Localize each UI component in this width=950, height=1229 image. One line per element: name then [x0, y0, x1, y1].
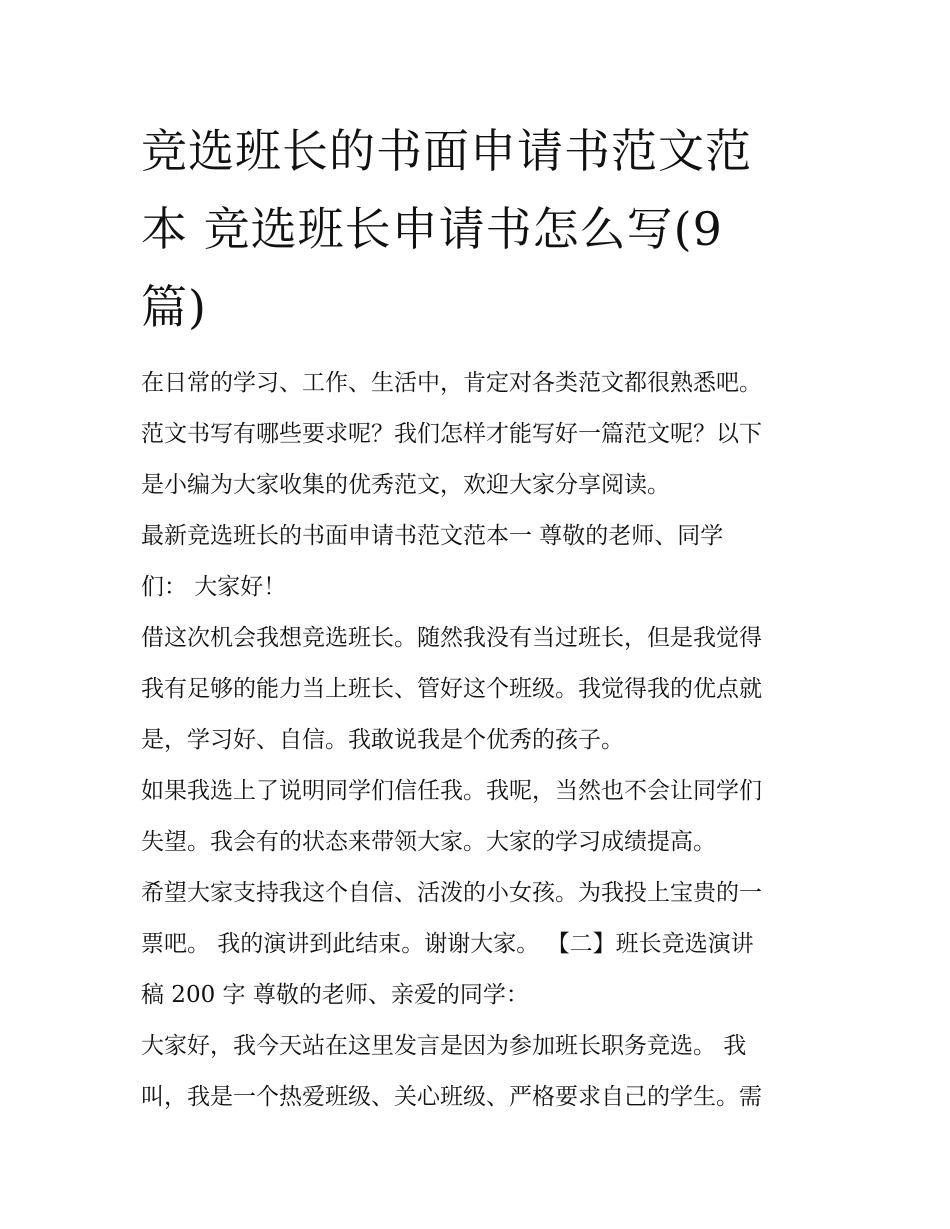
- text-line: 范文书写有哪些要求呢？我们怎样才能写好一篇范文呢？以下: [141, 421, 762, 447]
- title-line: 本 竞选班长申请书怎么写(9: [141, 202, 723, 256]
- title-line: 竞选班长的书面申请书范文范: [141, 124, 752, 178]
- paragraph-closing: [141, 868, 821, 1021]
- text-line: 是小编为大家收集的优秀范文，欢迎大家分享阅读。: [141, 472, 670, 498]
- paragraph-greeting: [141, 511, 821, 613]
- text-line: 借这次机会我想竞选班长。随然我没有当过班长，但是我觉得: [141, 625, 762, 651]
- text-line: 我有足够的能力当上班长、管好这个班级。我觉得我的优点就: [141, 676, 762, 702]
- paragraph-intro: [141, 358, 821, 511]
- document-body: [141, 358, 821, 1123]
- text-line: 票吧。 我的演讲到此结束。谢谢大家。 【二】班长竞选演讲: [141, 931, 754, 957]
- text-line: 稿 200 字 尊敬的老师、亲爱的同学：: [141, 982, 529, 1008]
- text-line: 失望。我会有的状态来带领大家。大家的学习成绩提高。: [141, 829, 716, 855]
- paragraph-self-intro: [141, 613, 821, 766]
- text-line: 在日常的学习、工作、生活中，肯定对各类范文都很熟悉吧。: [141, 370, 762, 396]
- text-line: 是，学习好、自信。我敢说我是个优秀的孩子。: [141, 727, 624, 753]
- document-title: [141, 112, 821, 346]
- text-line: 叫，我是一个热爱班级、关心班级、严格要求自己的学生。需: [141, 1084, 762, 1110]
- text-line: 如果我选上了说明同学们信任我。我呢，当然也不会让同学们: [141, 778, 762, 804]
- document-content: [141, 112, 821, 1123]
- text-line: 最新竞选班长的书面申请书范文范本一 尊敬的老师、同学: [141, 523, 724, 549]
- paragraph-promise: [141, 766, 821, 868]
- text-line: 大家好，我今天站在这里发言是因为参加班长职务竞选。 我: [141, 1033, 747, 1059]
- text-line: 们： 大家好！: [141, 574, 287, 600]
- text-line: 希望大家支持我这个自信、活泼的小女孩。为我投上宝贵的一: [141, 880, 762, 906]
- title-line: 篇): [141, 280, 207, 334]
- paragraph-second-speech: [141, 1021, 821, 1123]
